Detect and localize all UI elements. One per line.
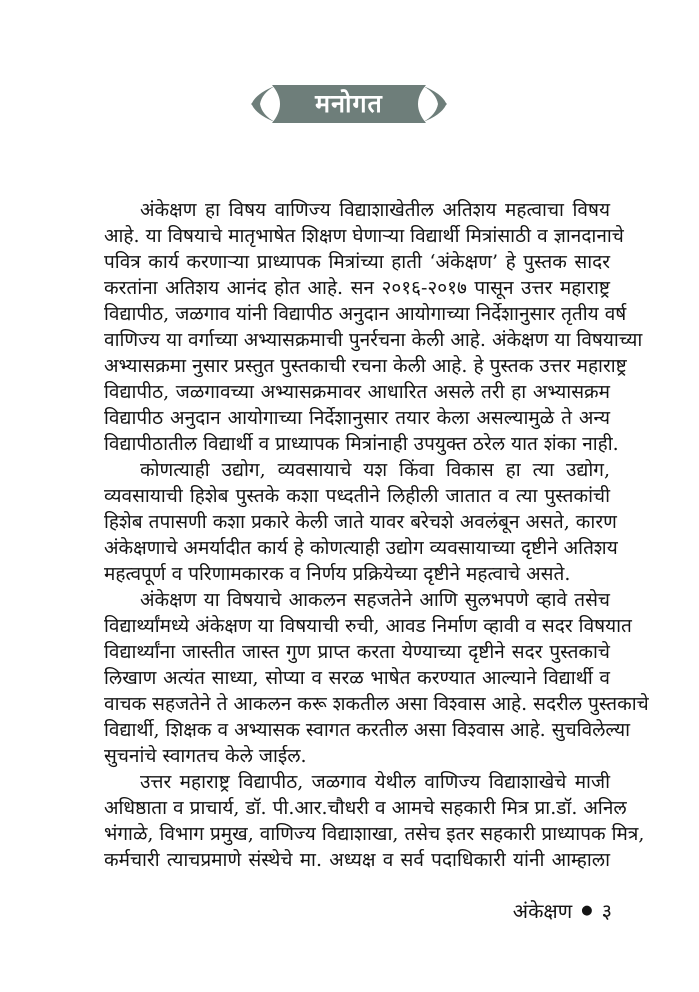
text-line: आहे. या विषयाचे मातृभाषेत शिक्षण घेणाऱ्या विद्यार्थी मित्रांसाठी व ज्ञानदानाचे (104, 225, 624, 247)
text-line: विद्यापीठ, जळगाव यांनी विद्यापीठ अनुदान आयोगाच्या निर्देशानुसार तृतीय वर्ष (104, 303, 627, 325)
paragraph (104, 457, 618, 587)
text-line: अभ्यासक्रमा नुसार प्रस्तुत पुस्तकाची रचना केली आहे. हे पुस्तक उत्तर महाराष्ट्र (104, 355, 627, 377)
text-line: उत्तर महाराष्ट्र विद्यापीठ, जळगाव येथील वाणिज्य विद्याशाखेचे माजी (140, 771, 610, 793)
text-line: वाणिज्य या वर्गाच्या अभ्यासक्रमाची पुनर्रचना केली आहे. अंकेक्षण या विषयाच्या (104, 329, 643, 351)
text-line: अंकेक्षण या विषयाचे आकलन सहजतेने आणि सुलभपणे व्हावे तसेच (140, 589, 610, 611)
text-line: विद्यापीठ, जळगावच्या अभ्यासक्रमावर आधारित असले तरी हा अभ्यासक्रम (104, 381, 610, 403)
text-line: विद्यापीठातील विद्यार्थी व प्राध्यापक मित्रांनाही उपयुक्त ठरेल यात शंका नाही. (104, 433, 619, 455)
ribbon-right-horn (423, 86, 447, 122)
text-line: भंगाळे, विभाग प्रमुख, वाणिज्य विद्याशाखा, तसेच इतर सहकारी प्राध्यापक मित्र, (104, 823, 645, 845)
page-footer (513, 896, 612, 926)
body-text (104, 197, 649, 873)
text-line: विद्यार्थी, शिक्षक व अभ्यासक स्वागत करतील असा विश्वास आहे. सुचविलेल्या (104, 719, 631, 741)
footer-book-title: अंकेक्षण (512, 899, 573, 923)
text-line: हिशेब तपासणी कशा प्रकारे केली जाते यावर बरेचशे अवलंबून असते, कारण (104, 511, 617, 533)
text-line: विद्यापीठ अनुदान आयोगाच्या निर्देशानुसार तयार केला असल्यामुळे ते अन्य (104, 407, 610, 429)
text-line: कर्मचारी त्याचप्रमाणे संस्थेचे मा. अध्यक्ष व सर्व पदाधिकारी यांनी आम्हाला (104, 849, 610, 871)
section-title: मनोगत (315, 89, 383, 118)
text-line: अंकेक्षणाचे अमर्यादीत कार्य हे कोणत्याही उद्योग व्यवसायाच्या दृष्टीने अतिशय (104, 537, 618, 559)
footer-page-number: ३ (601, 899, 612, 923)
text-line: पवित्र कार्य करणाऱ्या प्राध्यापक मित्रांच्या हाती ‘अंकेक्षण’ हे पुस्तक सादर (104, 251, 610, 273)
paragraph (104, 197, 643, 457)
text-line: अंकेक्षण हा विषय वाणिज्य विद्याशाखेतील अतिशय महत्वाचा विषय (140, 199, 610, 221)
text-line: व्यवसायाची हिशेब पुस्तके कशा पध्दतीने लिहीली जातात व त्या पुस्तकांची (104, 485, 610, 507)
bullet-icon: ● (581, 903, 593, 918)
paragraph (104, 587, 649, 769)
text-line: कोणत्याही उद्योग, व्यवसायाचे यश किंवा विकास हा त्या उद्योग, (140, 459, 610, 481)
text-line: महत्वपूर्ण व परिणामकारक व निर्णय प्रक्रियेच्या दृष्टीने महत्वाचे असते. (104, 563, 571, 585)
text-line: सुचनांचे स्वागतच केले जाईल. (104, 745, 307, 767)
text-line: लिखाण अत्यंत साध्या, सोप्या व सरळ भाषेत करण्यात आल्याने विद्यार्थी व (104, 667, 610, 689)
text-line: विद्यार्थ्यांना जास्तीत जास्त गुण प्राप्त करता येण्याच्या दृष्टीने सदर पुस्तकाचे (104, 641, 610, 663)
text-line: वाचक सहजतेने ते आकलन करू शकतील असा विश्वास आहे. सदरील पुस्तकाचे (104, 693, 649, 715)
text-line: अधिष्ठाता व प्राचार्य, डॉ. पी.आर.चौधरी व आमचे सहकारी मित्र प्रा.डॉ. अनिल (104, 797, 627, 819)
paragraph (104, 769, 645, 873)
section-banner (251, 84, 447, 124)
text-line: करतांना अतिशय आनंद होत आहे. सन २०१६-२०१७ पासून उत्तर महाराष्ट्र (104, 277, 610, 299)
text-line: विद्यार्थ्यांमध्ये अंकेक्षण या विषयाची रुची, आवड निर्माण व्हावी व सदर विषयात (104, 615, 632, 637)
